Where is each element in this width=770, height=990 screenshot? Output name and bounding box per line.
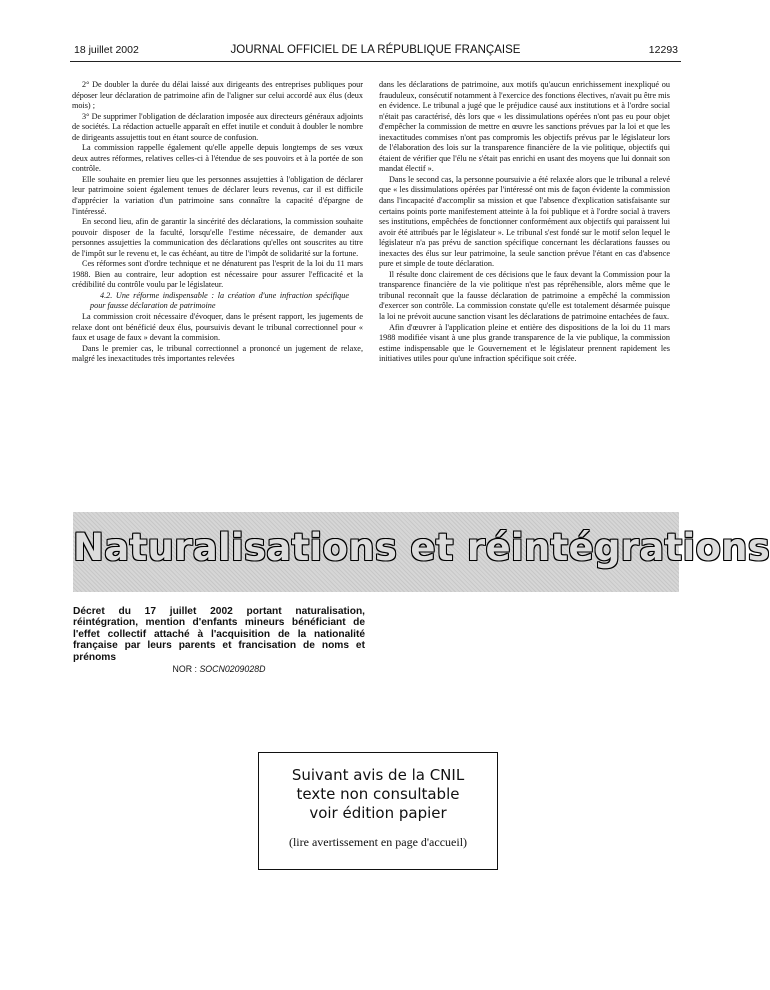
paragraph: 2° De doubler la durée du délai laissé aux dirigeants des entreprises publiques pour déposer leur déclaration de patrimoine afin de l'aligner sur celui accordé aux élus (deux mois) ;	[72, 80, 363, 111]
header-title: JOURNAL OFFICIEL DE LA RÉPUBLIQUE FRANÇAISE	[230, 44, 521, 56]
decree-heading	[73, 606, 365, 675]
section-banner	[73, 512, 770, 592]
header-page-number: 12293	[648, 44, 678, 56]
paragraph: 3° De supprimer l'obligation de déclaration imposée aux directeurs généraux adjoints de sociétés. La rédaction actuelle apparaît en effet inutile et conduit à doubler le nombre de dirigeants assujettis tout en étant source de confusion.	[72, 111, 363, 142]
decree-title: Décret du 17 juillet 2002 portant naturalisation, réintégration, mention d'enfants mineurs bénéficiant de l'effet collectif attaché à l'acquisition de la nationalité française par leurs parents et francisation de noms et prénoms	[73, 606, 365, 663]
left-column	[72, 80, 363, 365]
notice-line-1: Suivant avis de la CNIL	[291, 766, 465, 784]
notice-line-2: texte non consultable	[296, 785, 460, 803]
notice-line-3: voir édition papier	[309, 804, 447, 822]
paragraph: En second lieu, afin de garantir la sincérité des déclarations, la commission souhaite pouvoir disposer de la faculté, lorsqu'elle l'estime nécessaire, de demander aux personnes assujetties la communication des déclarations qu'elles ont souscrites au titre de l'impôt sur le revenu et, le cas échéant, au titre de l'impôt de solidarité sur la fortune.	[72, 217, 363, 258]
paragraph: La commission rappelle également qu'elle appelle depuis longtemps de ses vœux deux autres réformes, relatives celles-ci à l'étendue de ses pouvoirs et à la portée de son contrôle.	[72, 143, 363, 174]
nor-code: SOCN0209028D	[199, 664, 266, 675]
paragraph: Afin d'œuvrer à l'application pleine et entière des dispositions de la loi du 11 mars 1988 modifiée visant à une plus grande transparence de la vie publique, la commission estime indispensable que le Gouvernement et le législateur prennent rapidement les initiatives utiles pour qu'une infraction spécifique soit créée.	[379, 322, 670, 364]
paragraph: dans les déclarations de patrimoine, aux motifs qu'aucun enrichissement inexpliqué ou frauduleux, consécutif notamment à l'exercice des fonctions électives, n'avait pu être mis en évidence. Le tribunal a jugé que le préjudice causé aux institutions et à l'ordre social n'était pas caractérisé, dès lors que « les dissimulations opérées n'ont pas eu pour objet d'empêcher la commission de mettre en œuvre les sanctions prévues par la loi et que les inexactitudes commises n'ont pas compromis les objectifs prévus par le législateur lors de l'élaboration des lois sur la transparence financière de la vie politique, objectifs qui étaient de vérifier que l'élu ne s'était pas enrichi en usant des moyens que lui donnait son mandat électif ».	[379, 80, 670, 174]
paragraph: Dans le second cas, la personne poursuivie a été relaxée alors que le tribunal a relevé que « les dissimulations opérées par l'intéressé ont mis de façon évidente la commission dans l'incapacité d'accomplir sa mission et que l'absence d'explication satisfaisante sur certains points porte manifestement atteinte à la foi publique et à l'ordre social à travers ses institutions, empêchées de fonctionner conformément aux objectifs qui paraissent lui avoir été attribués par le législateur ». Le tribunal s'est fondé sur le motif selon lequel le législateur n'a pas prévu de sanction spécifique concernant les déclarations fausses ou inexactes des élus sur leur patrimoine, la seule sanction prévue l'étant en cas d'absence pure et simple de toute déclaration.	[379, 174, 670, 269]
paragraph: Elle souhaite en premier lieu que les personnes assujetties à l'obligation de déclarer leur patrimoine soient également tenues de déclarer leurs revenus, car il est difficile d'apprécier la variation d'un patrimoine sans connaître la capacité d'épargne de l'intéressé.	[72, 174, 363, 216]
section-title: Naturalisations et réintégrations	[73, 526, 770, 569]
paragraph: Il résulte donc clairement de ces décisions que le faux devant la Commission pour la transparence financière de la vie politique n'est pas répréhensible, alors même que le tribunal reconnaît que la fausse déclaration de patrimoine a empêché la commission d'exercer son contrôle. La commission constate qu'elle est totalement désarmée puisque la loi ne prévoit aucune sanction visant les déclarations de patrimoine entachées de faux.	[379, 269, 670, 322]
header-rule	[70, 61, 681, 62]
right-column	[379, 80, 670, 365]
subheading: 4.2. Une réforme indispensable : la création d'une infraction spécifique pour fausse déclaration de patrimoine	[90, 290, 349, 311]
paragraph: Ces réformes sont d'ordre technique et ne dénaturent pas l'esprit de la loi du 11 mars 1988. Bien au contraire, leur adoption est nécessaire pour assurer l'efficacité et la crédibilité du contrôle voulu par le législateur.	[72, 259, 363, 290]
header-date: 18 juillet 2002	[74, 44, 139, 56]
paragraph: La commission croit nécessaire d'évoquer, dans le présent rapport, les jugements de relaxe dont ont bénéficié deux élus, poursuivis devant le tribunal correctionnel pour « faux et usage de faux » devant la commision.	[72, 312, 363, 343]
decree-nor	[73, 664, 365, 675]
paragraph: Dans le premier cas, le tribunal correctionnel a prononcé un jugement de relaxe, malgré les inexactitudes très importantes relevées	[72, 343, 363, 364]
notice-subtext: (lire avertissement en page d'accueil)	[288, 835, 468, 849]
nor-label: NOR :	[172, 664, 197, 675]
cnil-notice-box	[258, 752, 498, 870]
